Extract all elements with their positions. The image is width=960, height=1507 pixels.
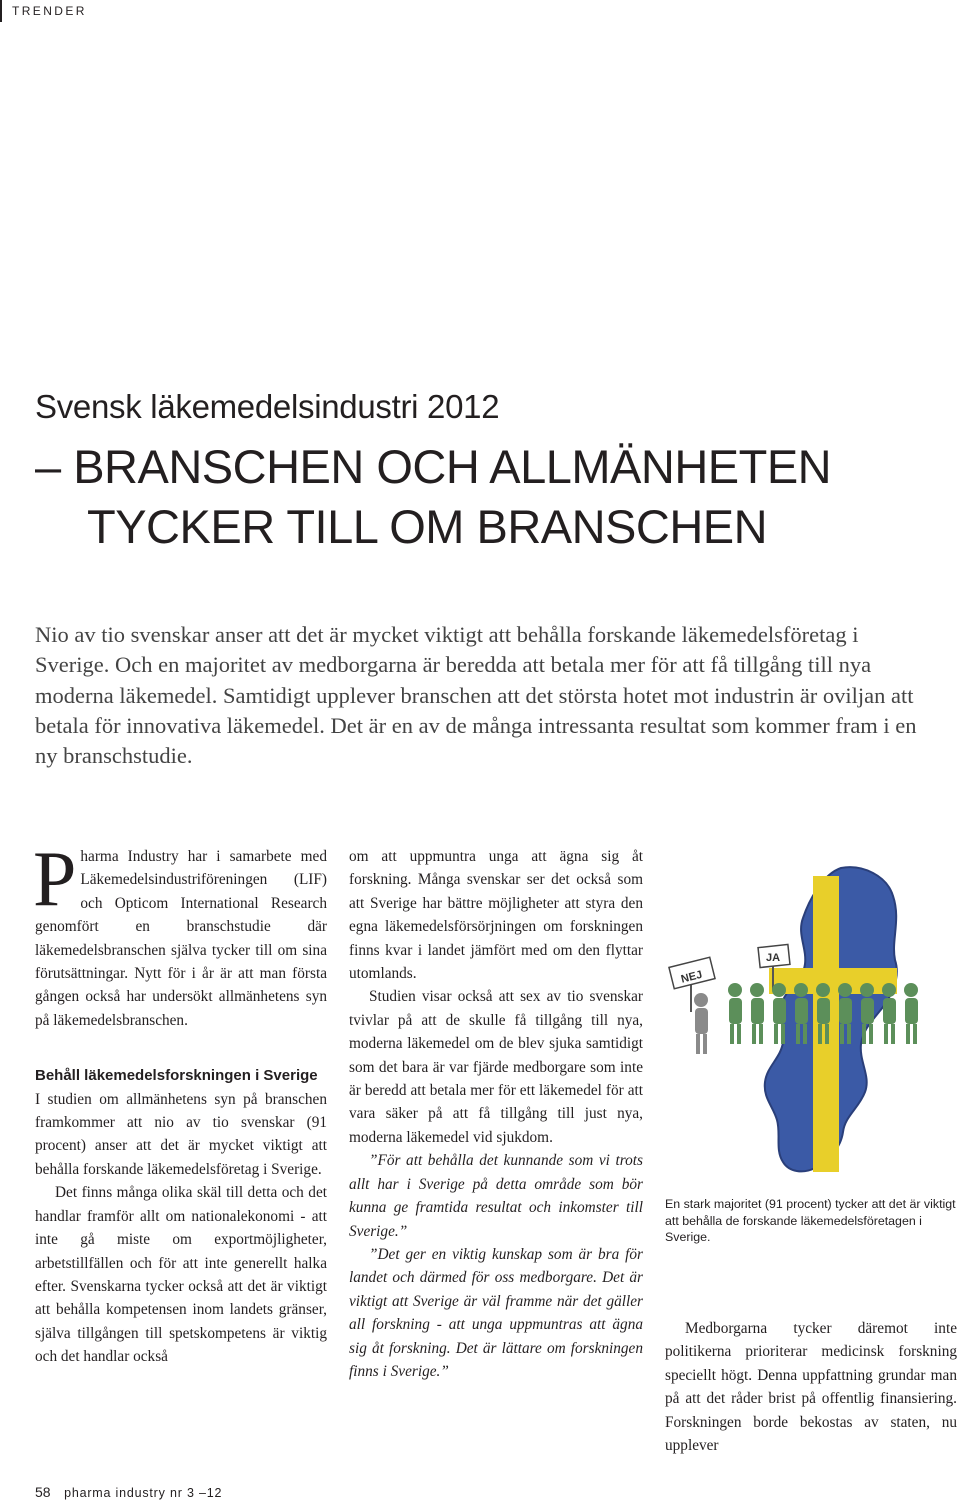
- column-3: [665, 1317, 957, 1457]
- lead-paragraph: Nio av tio svenskar anser att det är mycket viktigt att behålla forskande läkemedelsföretag i Sverige. Och en majoritet av medborgarna är beredda att betala mer för att få tillgång till nya moderna läkemedel. Samtidigt upplever branschen att det största hotet mot industrin är oviljan att betala för innovativa läkemedel. Det är en av de många intressanta resultat som kommer fram i en ny branschstudie.: [35, 622, 917, 769]
- flag-cross-horizontal: [769, 968, 897, 994]
- kicker-title: Svensk läkemedelsindustri 2012: [35, 388, 500, 425]
- no-sign-label: NEJ: [679, 968, 704, 986]
- body-paragraph: I studien om allmänhetens syn på branschen framkommer att nio av tio svenskar (91 procent) anser att det är mycket viktigt att behålla forskande läkemedelsföretag i Sverige.: [35, 1090, 327, 1178]
- body-paragraph: Studien visar också att sex av tio svenskar tvivlar på att de skulle få tillgång till nya, moderna läkemedel om de blev sjuka samtidigt som det bara är var fjärde medborgare som inte är beredd att betala mer för ett läkemedel för att vara säker på att få tillgång till just nya, moderna läkemedel vid sjukdom.: [349, 988, 643, 1146]
- section-tag: TRENDER: [0, 0, 87, 22]
- quote-paragraph: ”För att behålla det kunnande som vi trots allt har i Sverige på detta område som bör kunna ge framtida resultat och inkomster till Sverige.”: [349, 1152, 643, 1240]
- sweden-map-drawing: [665, 862, 957, 1176]
- intro-text: harma Industry har i samarbete med Läkemedelsindustriföreningen (LIF) och Opticom International Research genomfört en branschstudie där läkemedelsbranschen själva tycker till om sina förutsättningar. Nytt för i år är att man första gången också har undersökt allmänhetens syn på läkemedelsbranschen.: [35, 848, 327, 1029]
- subheading: Behåll läkemedelsforskningen i Sverige: [35, 1067, 318, 1085]
- headline-line-2: TYCKER TILL OM BRANSCHEN: [87, 500, 768, 553]
- publication-name: pharma industry nr 3 –12: [64, 1486, 223, 1500]
- figure-caption: En stark majoritet (91 procent) tycker att det är viktigt att behålla de forskande läkemedelsföretagen i Sverige.: [665, 1197, 956, 1244]
- quote-paragraph: ”Det ger en viktig kunskap som är bra för landet och därmed för oss medborgare. Det är viktigt att Sverige är väl framme när det gäller all forskning - att unga uppmuntras att ägna sig åt forskning. Det är lättare om forskningen finns i Sverige.”: [349, 1245, 643, 1380]
- body-paragraph: Medborgarna tycker däremot inte politikerna prioriterar medicinsk forskning speciellt högt. Denna uppfattning grundar man på att det råder brist på offentlig finansiering. Forskningen borde bekostas av staten, nu upplever: [665, 1320, 957, 1455]
- page-number: 58: [35, 1484, 51, 1500]
- yes-sign-label: JA: [766, 952, 781, 964]
- intro-paragraph: [33, 835, 327, 1032]
- column-2: [349, 845, 643, 1383]
- column-1: [33, 835, 327, 1369]
- sweden-illustration: [665, 862, 957, 1176]
- headline-line-1: – BRANSCHEN OCH ALLMÄNHETEN: [35, 440, 832, 493]
- page-footer: [35, 1484, 222, 1500]
- drop-cap: P: [33, 835, 77, 922]
- body-paragraph: Det finns många olika skäl till detta och det handlar framför allt om nationalekonomi - att inte gå miste om exportmöjligheter, arbetstillfällen och för att inte generellt halka efter. Svenskarna tycker också att det är viktigt att behålla kompetensen inom landets gränser, själva tillgången till spetskompetens är viktig och det handlar också: [35, 1184, 327, 1366]
- headline: [35, 437, 831, 557]
- body-paragraph: om att uppmuntra unga att ägna sig åt forskning. Många svenskar ser det också som att Sverige har bättre möjligheter att styra den egna läkemedelsförsörjningen om forskningen finns kvar i landet jämfört med om den flyttar utomlands.: [349, 848, 643, 983]
